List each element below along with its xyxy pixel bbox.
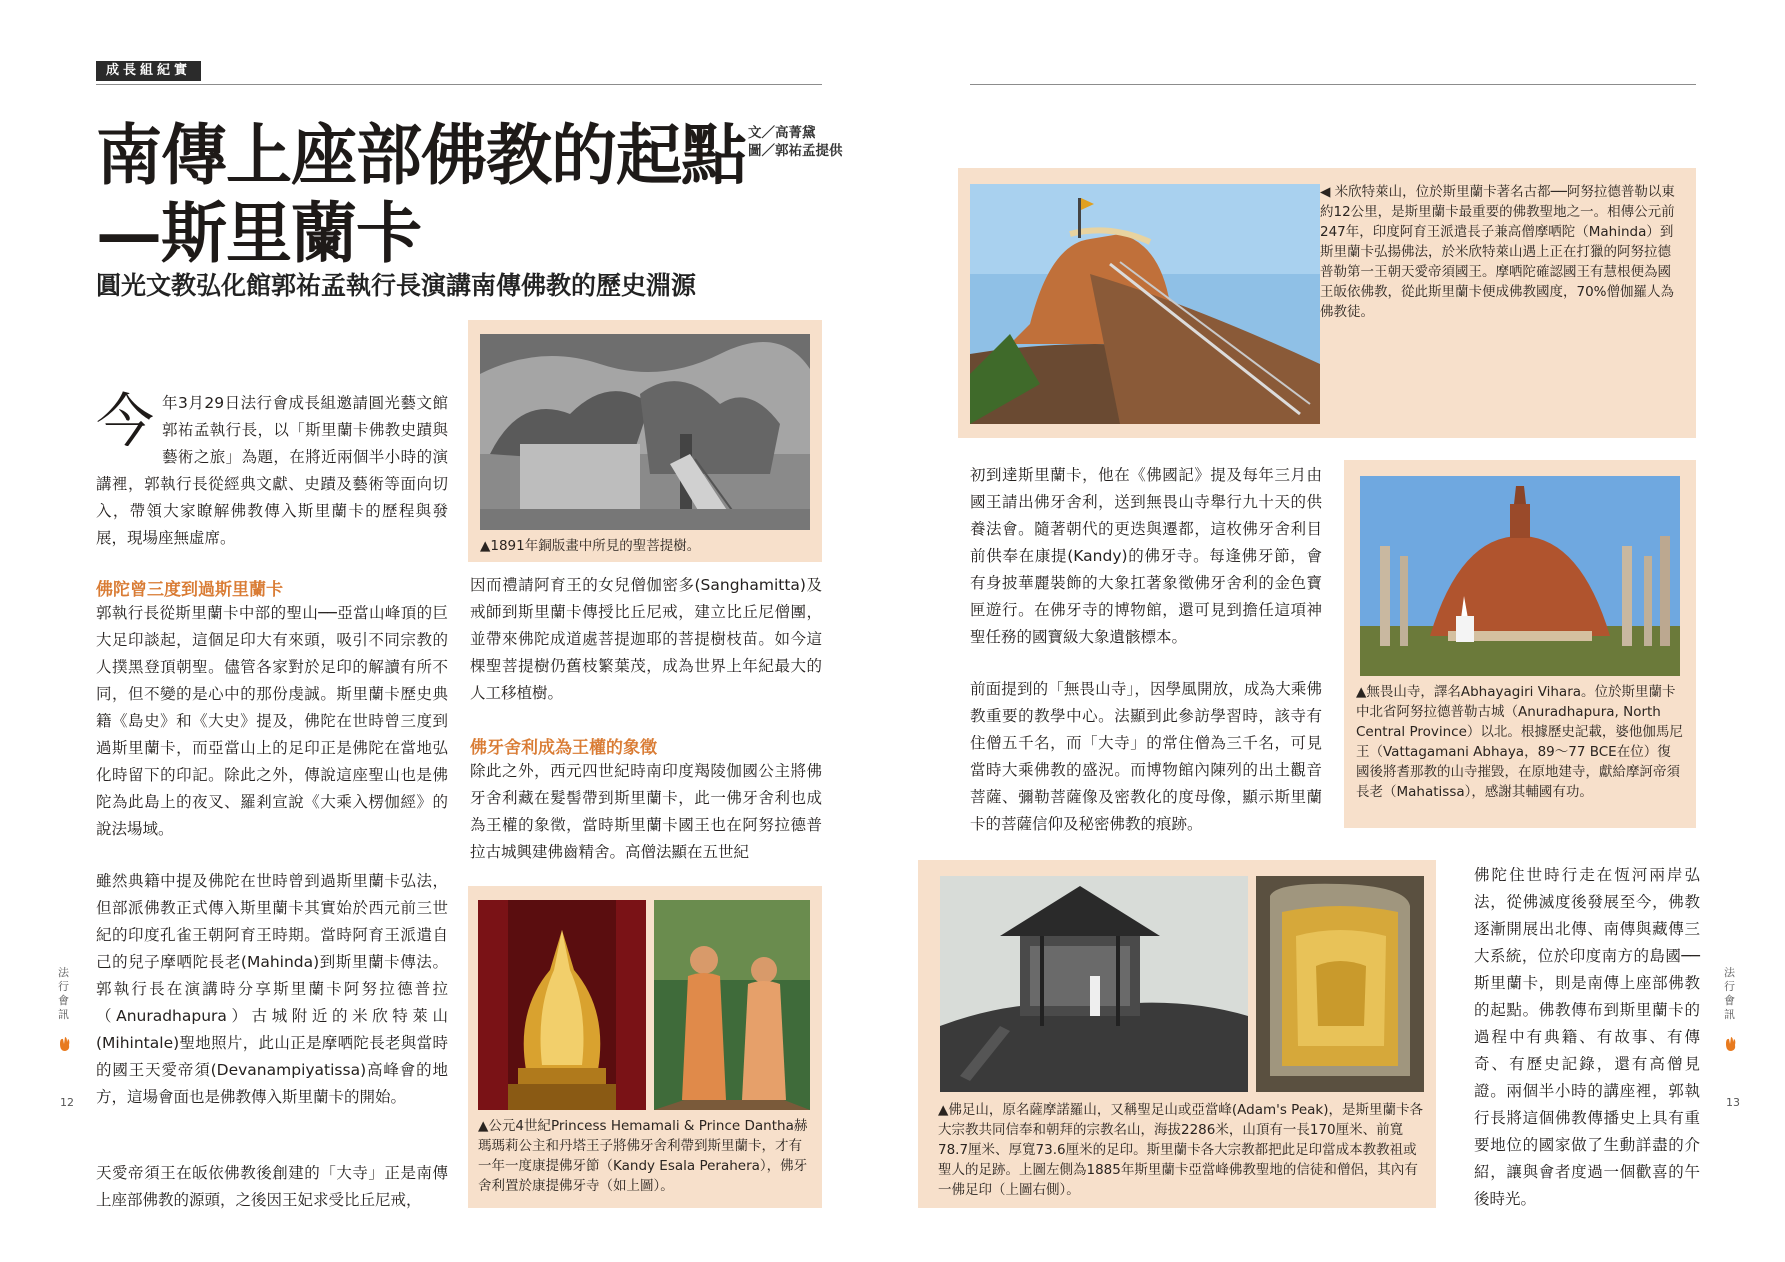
relic-figure — [468, 886, 822, 1208]
adams-peak-figure — [918, 860, 1436, 1208]
section-tag: 成長組紀實 — [96, 61, 201, 81]
article-title-line1: 南傳上座部佛教的起點 — [96, 116, 746, 194]
bodhi-figure — [468, 320, 822, 562]
paragraph-transmission: 雖然典籍中提及佛陀在世時曾到過斯里蘭卡弘法，但部派佛教正式傳入斯里蘭卡其實始於西元前三世紀的印度孔雀王朝阿育王時期。當時阿育王派遣自己的兒子摩哂陀長老(Mahinda)到斯里蘭卡傳法。郭執行長在演講時分享斯里蘭卡阿努拉德普拉（Anuradhapura）古城附近的米欣特萊山(Mihintale)聖地照片，此山正是摩哂陀長老與當時的國王天愛帝須(Devanampiyatissa)高峰會的地方，這場會面也是佛教傳入斯里蘭卡的開始。 — [96, 872, 448, 1106]
newsletter-logo-right: 法行會訊 — [1724, 966, 1735, 1021]
caption-bodhi: ▲1891年銅版畫中所見的聖菩提樹。 — [480, 538, 701, 554]
abhayagiri-stupa-photo — [1360, 476, 1680, 676]
newsletter-logo-left: 法行會訊 — [58, 966, 69, 1021]
intro-paragraph — [96, 387, 448, 552]
paragraph-faxian: 初到達斯里蘭卡，他在《佛國記》提及每年三月由國王請出佛牙舍利，送到無畏山寺舉行九十天的供養法會。隨著朝代的更迭與遷都，這枚佛牙舍利目前供奉在康提(Kandy)的佛牙寺。每逢佛牙節，會有身披華麗裝飾的大象扛著象徵佛牙舍利的金色寶匣遊行。在佛牙寺的博物館，還可見到擔任這項神聖任務的國寶級大象遺骸標本。 — [970, 466, 1322, 646]
bodhi-tree-engraving — [480, 334, 810, 530]
heading-tooth-relic: 佛牙舍利成為王權的象徵 — [470, 738, 657, 758]
paragraph-tooth-relic: 除此之外，西元四世紀時南印度羯陵伽國公主將佛牙舍利藏在髮髻帶到斯里蘭卡，此一佛牙舍利也成為王權的象徵，當時斯里蘭卡國王也在阿努拉德普拉古城興建佛齒精舍。高僧法顯在五世紀 — [470, 762, 822, 861]
lotus-hand-icon-right — [1724, 1036, 1738, 1052]
princess-prince-painting — [654, 900, 810, 1110]
article-title-line2: —斯里蘭卡 — [96, 194, 421, 272]
paragraph-mahavihara: 天愛帝須王在皈依佛教後創建的「大寺」正是南傳上座部佛教的源頭，之後因王妃求受比丘尼戒， — [96, 1164, 448, 1209]
credit-photo: 圖／郭祐孟提供 — [748, 143, 843, 159]
page-number-left: 12 — [60, 1096, 74, 1109]
paragraph-footprint: 郭執行長從斯里蘭卡中部的聖山──亞當山峰頂的巨大足印談起，這個足印大有來頭，吸引不同宗教的人撲黑登頂朝聖。儘管各家對於足印的解讀有所不同，但不變的是心中的那份虔誠。斯里蘭卡歷史典籍《島史》和《大史》提及，佛陀在世時曾三度到過斯里蘭卡，而亞當山上的足印正是佛陀在當地弘化時留下的印記。除此之外，傳說這座聖山也是佛陀為此島上的夜叉、羅剎宣說《大乘入楞伽經》的說法場域。 — [96, 604, 448, 838]
heading-buddha-visits: 佛陀曾三度到過斯里蘭卡 — [96, 580, 283, 600]
caption-adams-peak: ▲佛足山，原名薩摩諾羅山，又稱聖足山或亞當峰(Adam's Peak)，是斯里蘭卡各大宗教共同信奉和朝拜的宗教名山，海拔2286米，山頂有一長170厘米、前寬78.7厘米、厚寬73.6厘米的足印。斯里蘭卡各大宗教都把此足印當成本教教祖或聖人的足跡。上圖左側為1885年斯里蘭卡亞當峰佛教聖地的信徒和僧侶，其內有一佛足印（上圖右側）。 — [938, 1102, 1423, 1198]
tooth-relic-casket-photo — [478, 900, 646, 1110]
caption-abhayagiri: ▲無畏山寺，譯名Abhayagiri Vihara。位於斯里蘭卡中北省阿努拉德普勒古城（Anuradhapura, North Central Province）以北。根據歷史記載，婆他伽馬尼王（Vattagamani Abhaya，89～77 BCE在位）復國後將耆那教的山寺摧毀，在原地建寺，獻給摩訶帝須長老（Mahatissa），感謝其輔國有功。 — [1356, 684, 1683, 800]
credit-writer: 文／高菁黛 — [748, 125, 816, 141]
page-number-right: 13 — [1726, 1096, 1740, 1109]
mihintale-photo — [970, 184, 1320, 424]
mihintale-figure — [958, 168, 1696, 438]
caption-relic: ▲公元4世紀Princess Hemamali & Prince Dantha赫瑪瑪莉公主和丹塔王子將佛牙舍利帶到斯里蘭卡，才有一年一度康提佛牙節（Kandy Esala Perahera），佛牙舍利置於康提佛牙寺（如上圖）。 — [478, 1118, 808, 1194]
article-subtitle: 圓光文教弘化館郭祐孟執行長演講南傳佛教的歷史淵源 — [96, 271, 697, 300]
paragraph-abhayagiri: 前面提到的「無畏山寺」，因學風開放，成為大乘佛教重要的教學中心。法顯到此參訪學習時，該寺有住僧五千名，而「大寺」的常住僧為三千名，可見當時大乘佛教的盛況。而博物館內陳列的出土觀音菩薩、彌勒菩薩像及密教化的度母像，顯示斯里蘭卡的菩薩信仰及秘密佛教的痕跡。 — [970, 680, 1322, 833]
intro-text: 年3月29日法行會成長組邀請圓光藝文館郭祐孟執行長，以「斯里蘭卡佛教史蹟與藝術之旅」為題，在將近兩個半小時的演講裡，郭執行長從經典文獻、史蹟及藝術等面向切入，帶領大家瞭解佛教傳入斯里蘭卡的歷程與發展，現場座無虛席。 — [96, 394, 448, 547]
header-rule-left — [96, 84, 822, 85]
lotus-hand-icon-left — [58, 1036, 72, 1052]
sacred-footprint-photo — [1256, 876, 1424, 1092]
drop-cap: 今 — [96, 387, 155, 455]
paragraph-conclusion: 佛陀住世時行走在恆河兩岸弘法，從佛滅度後發展至今，佛教逐漸開展出北傳、南傳與藏傳三大系統，位於印度南方的島國──斯里蘭卡，則是南傳上座部佛教的起點。佛教傳布到斯里蘭卡的過程中有典籍、有故事、有傳奇、有歷史記錄，還有高僧見證。兩個半小時的講座裡，郭執行長將這個佛教傳播史上具有重要地位的國家做了生動詳盡的介紹，讓與會者度過一個歡喜的午後時光。 — [1474, 866, 1700, 1208]
caption-mihintale: ◀ 米欣特萊山，位於斯里蘭卡著名古都──阿努拉德普勒以東約12公里，是斯里蘭卡最重要的佛教聖地之一。相傳公元前247年，印度阿育王派遣長子兼高僧摩哂陀（Mahinda）到斯里蘭卡弘揚佛法，於米欣特萊山遇上正在打獵的阿努拉德普勒第一王朝天愛帝須國王。摩哂陀確認國王有慧根便為國王皈依佛教，從此斯里蘭卡便成佛教國度，70%僧伽羅人為佛教徒。 — [1320, 184, 1675, 320]
paragraph-sanghamitta: 因而禮請阿育王的女兒僧伽密多(Sanghamitta)及戒師到斯里蘭卡傳授比丘尼戒，建立比丘尼僧團，並帶來佛陀成道處菩提迦耶的菩提樹枝苗。如今這棵聖菩提樹仍舊枝繁葉茂，成為世界上年紀最大的人工移植樹。 — [470, 576, 822, 702]
header-rule-right — [970, 84, 1696, 85]
adams-peak-1885-photo — [940, 876, 1248, 1092]
abhayagiri-figure — [1344, 460, 1696, 828]
